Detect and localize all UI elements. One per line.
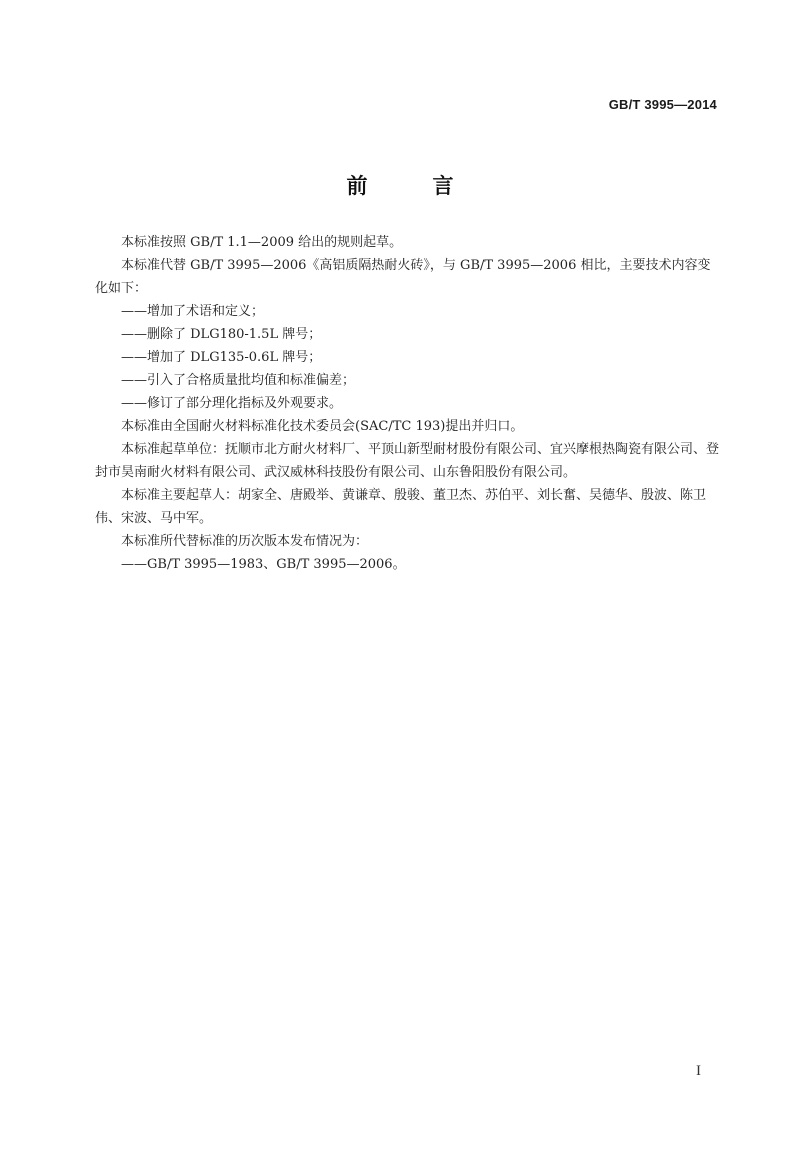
page-number: I	[696, 1063, 701, 1079]
paragraph-history-intro: 本标准所代替标准的历次版本发布情况为：	[121, 534, 369, 549]
foreword-body	[95, 231, 720, 576]
history-item: ——GB/T 3995—1983、GB/T 3995—2006。	[121, 557, 406, 572]
change-item: ——引入了合格质量批均值和标准偏差；	[121, 373, 356, 388]
paragraph-drafters: 本标准主要起草人：胡家全、唐殿举、黄谦章、殷骏、董卫杰、苏伯平、刘长奮、吴德华、殷波、陈卫伟、宋波、马中军。	[95, 488, 707, 526]
page-title: 前 言	[346, 174, 476, 198]
change-item: ——增加了术语和定义；	[121, 304, 265, 319]
change-item: ——增加了 DLG135-0.6L 牌号；	[121, 350, 322, 365]
paragraph-drafting-rules: 本标准按照 GB/T 1.1—2009 给出的规则起草。	[121, 235, 403, 250]
paragraph-drafting-units: 本标准起草单位：抚顺市北方耐火材料厂、平顶山新型耐材股份有限公司、宜兴摩根热陶瓷有限公司、登封市昊南耐火材料有限公司、武汉威林科技股份有限公司、山东鲁阳股份有限公司。	[95, 442, 720, 480]
paragraph-replacement: 本标准代替 GB/T 3995—2006《高铝质隔热耐火砖》，与 GB/T 3995—2006 相比，主要技术内容变化如下：	[95, 258, 711, 296]
change-item: ——删除了 DLG180-1.5L 牌号；	[121, 327, 322, 342]
change-item: ——修订了部分理化指标及外观要求。	[121, 396, 343, 411]
standard-code: GB/T 3995—2014	[608, 97, 717, 112]
paragraph-proposer: 本标准由全国耐火材料标准化技术委员会(SAC/TC 193)提出并归口。	[121, 419, 524, 434]
